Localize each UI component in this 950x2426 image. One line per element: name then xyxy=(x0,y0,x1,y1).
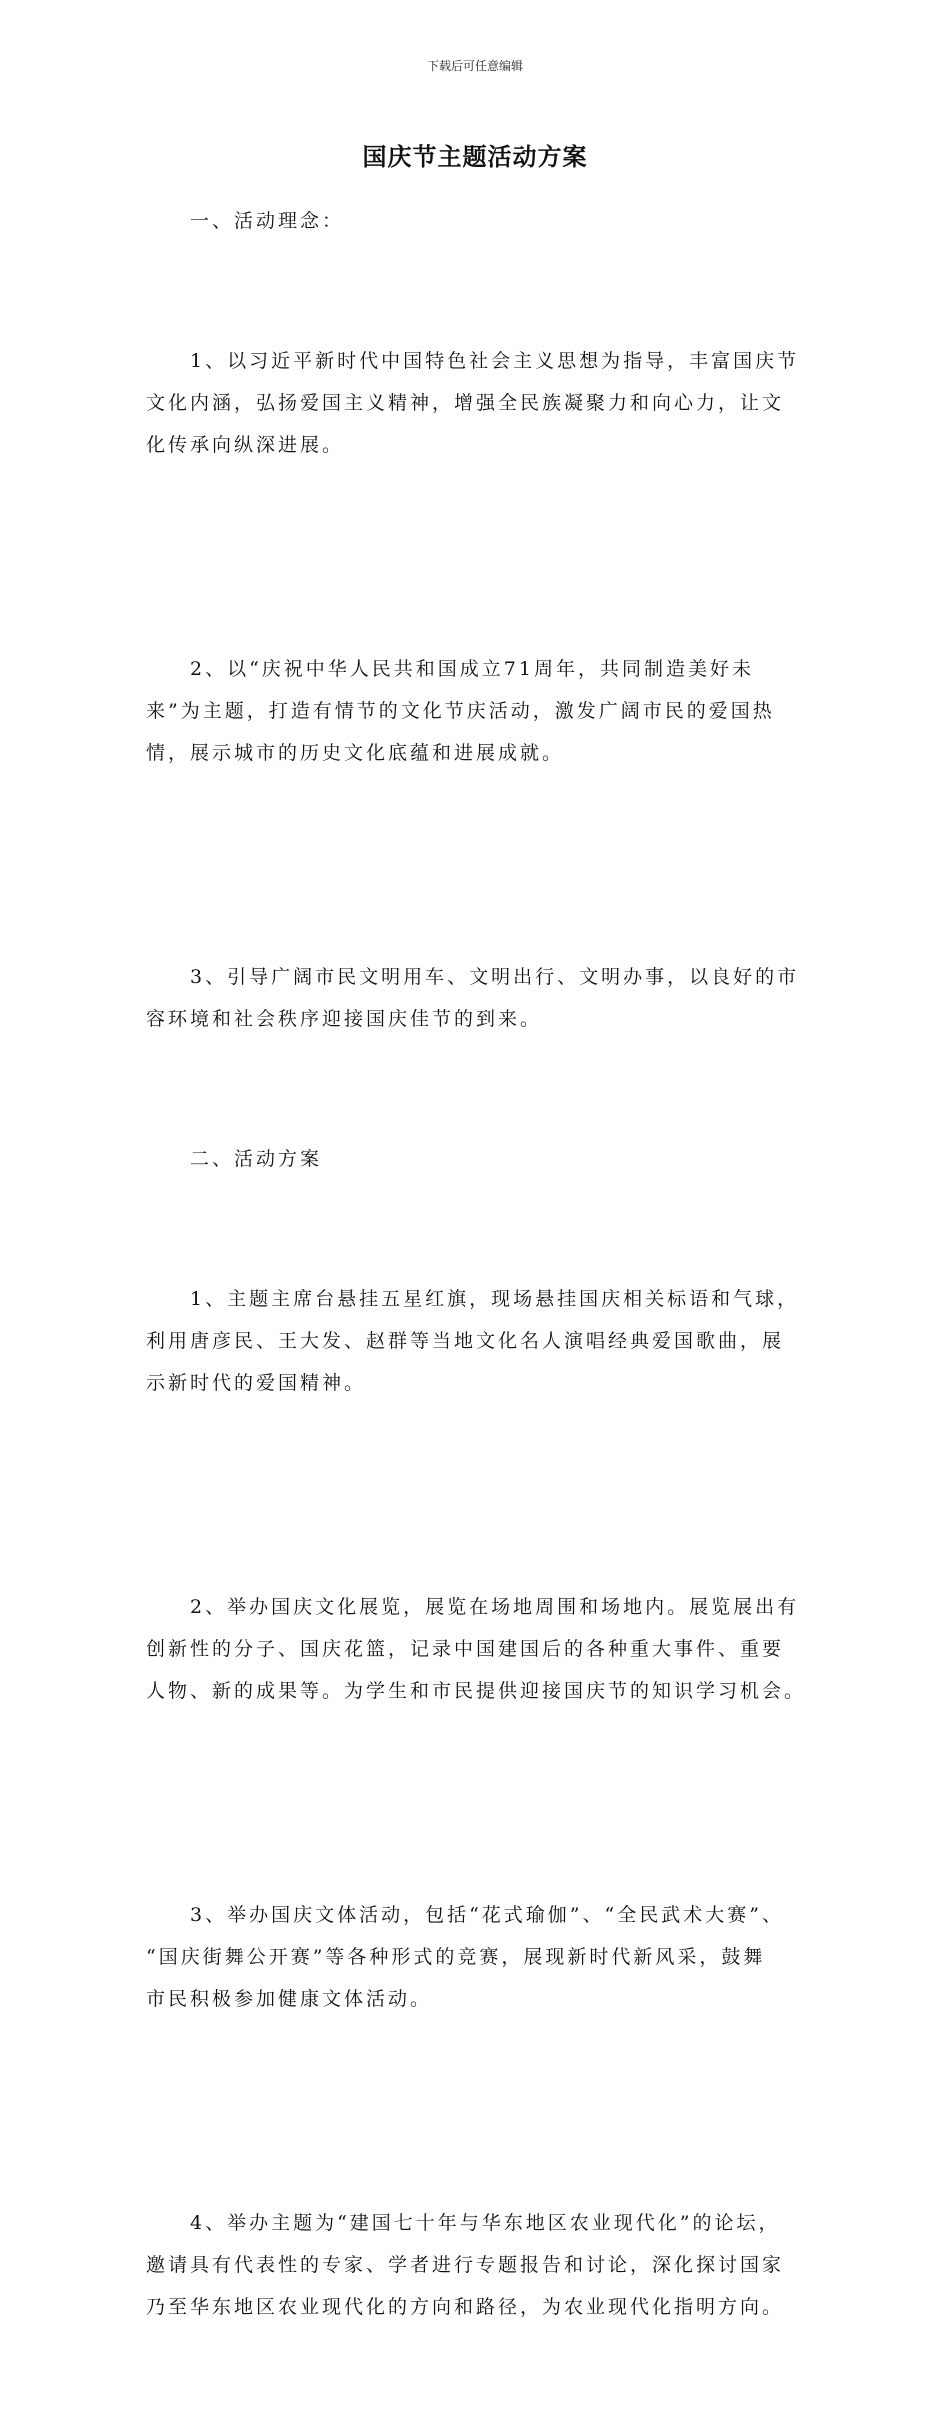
paragraph-line: 3、举办国庆文体活动，包括“花式瑜伽”、“全民武术大赛”、 xyxy=(190,1904,784,1926)
paragraph-line: 乃至华东地区农业现代化的方向和路径，为农业现代化指明方向。 xyxy=(146,2296,785,2318)
paragraph-plan-2 xyxy=(146,1502,806,1796)
paragraph-line: 市民积极参加健康文体活动。 xyxy=(146,1988,433,2010)
paragraph-line: 1、主题主席台悬挂五星红旗，现场悬挂国庆相关标语和气球， xyxy=(190,1288,800,1310)
header-note: 下载后可任意编辑 xyxy=(426,59,523,73)
section-heading-concept: 一、活动理念： xyxy=(190,210,345,232)
paragraph-concept-2 xyxy=(146,564,806,858)
paragraph-line: 文化内涵，弘扬爱国主义精神，增强全民族凝聚力和向心力，让文 xyxy=(146,392,785,414)
section-heading-plan: 二、活动方案 xyxy=(190,1148,323,1170)
paragraph-line: 利用唐彦民、王大发、赵群等当地文化名人演唱经典爱国歌曲，展 xyxy=(146,1330,785,1352)
paragraph-line: 邀请具有代表性的专家、学者进行专题报告和讨论，深化探讨国家 xyxy=(146,2254,785,2276)
paragraph-line: 情，展示城市的历史文化底蕴和进展成就。 xyxy=(146,742,565,764)
paragraph-line: 化传承向纵深进展。 xyxy=(146,434,345,456)
paragraph-line: 示新时代的爱国精神。 xyxy=(146,1372,367,1394)
paragraph-line: 创新性的分子、国庆花篮，记录中国建国后的各种重大事件、重要 xyxy=(146,1638,785,1660)
paragraph-line: 人物、新的成果等。为学生和市民提供迎接国庆节的知识学习机会。 xyxy=(146,1680,807,1702)
paragraph-line: 4、举办主题为“建国七十年与华东地区农业现代化”的论坛， xyxy=(190,2212,781,2234)
paragraph-line: 1、以习近平新时代中国特色社会主义思想为指导，丰富国庆节 xyxy=(190,350,800,372)
paragraph-line: 3、引导广阔市民文明用车、文明出行、文明办事，以良好的市 xyxy=(190,966,800,988)
paragraph-plan-4 xyxy=(146,2118,806,2412)
paragraph-line: 容环境和社会秩序迎接国庆佳节的到来。 xyxy=(146,1008,543,1030)
paragraph-line: 来”为主题，打造有情节的文化节庆活动，激发广阔市民的爱国热 xyxy=(146,700,775,722)
document-body xyxy=(146,200,806,2426)
paragraph-concept-1 xyxy=(146,256,806,550)
paragraph-line: 2、以“庆祝中华人民共和国成立71周年，共同制造美好未 xyxy=(190,658,754,680)
paragraph-concept-3 xyxy=(146,872,806,1124)
paragraph-plan-1 xyxy=(146,1194,806,1488)
paragraph-line: 2、举办国庆文化展览，展览在场地周围和场地内。展览展出有 xyxy=(190,1596,800,1618)
document-title: 国庆节主题活动方案 xyxy=(362,143,588,171)
paragraph-plan-3 xyxy=(146,1810,806,2104)
paragraph-line: “国庆街舞公开赛”等各种形式的竞赛，展现新时代新风采，鼓舞 xyxy=(146,1946,766,1968)
